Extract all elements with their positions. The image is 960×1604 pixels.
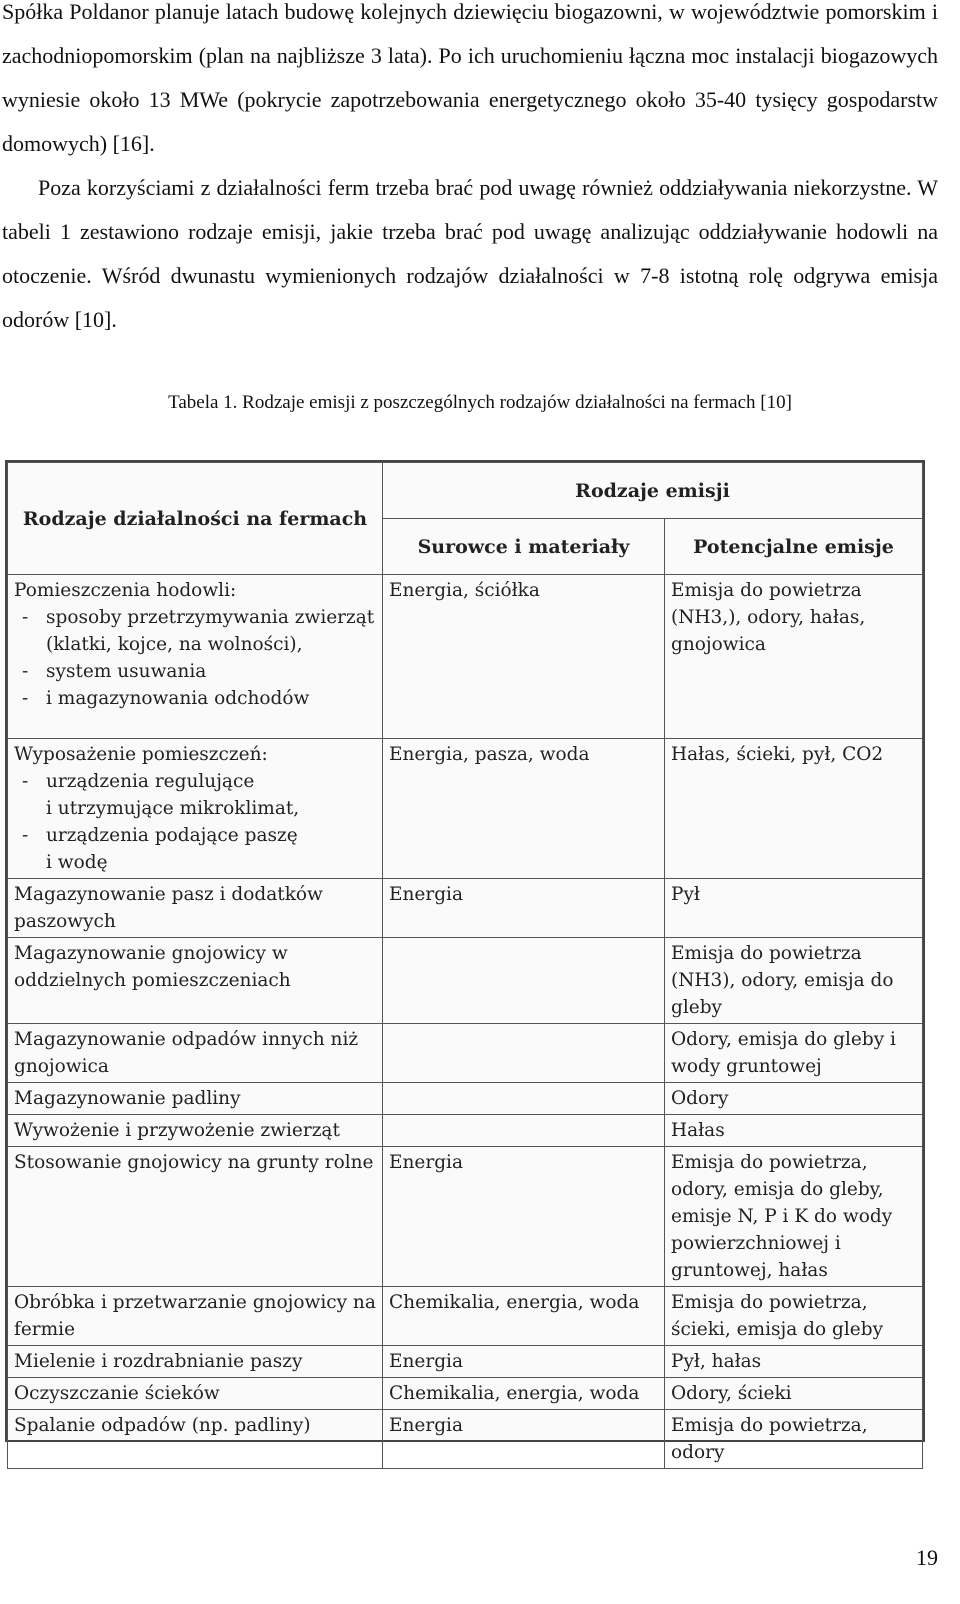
activity-bullet: - sposoby przetrzymywania zwierząt (klatki, kojce, na wolności), <box>14 604 376 658</box>
activity-cell: Wywożenie i przywożenie zwierząt <box>8 1115 383 1147</box>
table-row <box>8 1378 923 1410</box>
materials-cell: Energia, pasza, woda <box>383 739 665 879</box>
emissions-cell: Emisja do powietrza, odory, emisja do gleby, emisje N, P i K do wody powierzchniowej i gruntowej, hałas <box>665 1147 923 1287</box>
activity-bullet: - urządzenia regulujące <box>14 768 376 795</box>
header-emissions: Rodzaje emisji <box>383 463 923 519</box>
activity-bullet-continuation: i wodę <box>46 852 108 873</box>
table-row <box>8 1287 923 1346</box>
activity-cell: Magazynowanie odpadów innych niż gnojowica <box>8 1024 383 1083</box>
table-row <box>8 1083 923 1115</box>
header-potential-emissions: Potencjalne emisje <box>665 519 923 575</box>
activity-cell: Spalanie odpadów (np. padliny) <box>8 1410 383 1469</box>
table-row <box>8 1410 923 1469</box>
activity-cell: Mielenie i rozdrabnianie paszy <box>8 1346 383 1378</box>
table-row <box>8 1346 923 1378</box>
emissions-cell: Hałas, ścieki, pył, CO2 <box>665 739 923 879</box>
table-caption: Tabela 1. Rodzaje emisji z poszczególnych rodzajów działalności na fermach [10] <box>168 392 792 413</box>
activity-cell: Magazynowanie gnojowicy w oddzielnych pomieszczeniach <box>8 938 383 1024</box>
table-row <box>8 938 923 1024</box>
materials-cell: Energia <box>383 1147 665 1287</box>
emissions-cell: Pył, hałas <box>665 1346 923 1378</box>
activity-cell: Magazynowanie pasz i dodatków paszowych <box>8 879 383 938</box>
table-row <box>8 739 923 879</box>
emissions-cell: Pył <box>665 879 923 938</box>
emissions-cell: Odory <box>665 1083 923 1115</box>
activity-cell: Obróbka i przetwarzanie gnojowicy na fermie <box>8 1287 383 1346</box>
materials-cell: Energia <box>383 1410 665 1469</box>
activity-cell <box>8 575 383 739</box>
activity-bullet: - urządzenia podające paszę <box>14 822 376 849</box>
materials-cell <box>383 938 665 1024</box>
activity-cell <box>8 739 383 879</box>
table-row <box>8 1115 923 1147</box>
materials-cell: Chemikalia, energia, woda <box>383 1378 665 1410</box>
materials-cell: Energia <box>383 1346 665 1378</box>
materials-cell: Chemikalia, energia, woda <box>383 1287 665 1346</box>
header-materials: Surowce i materiały <box>383 519 665 575</box>
materials-cell <box>383 1115 665 1147</box>
emissions-table <box>5 460 925 1463</box>
activity-cell: Stosowanie gnojowicy na grunty rolne <box>8 1147 383 1287</box>
activity-bullet-continuation: i utrzymujące mikroklimat, <box>46 798 300 819</box>
activity-title: Wyposażenie pomieszczeń: <box>14 744 268 765</box>
page-number: 19 <box>916 1545 938 1570</box>
activity-bullet-continuation: - i magazynowania odchodów <box>14 685 376 712</box>
paragraph-1: Spółka Poldanor planuje latach budowę kolejnych dziewięciu biogazowni, w województwie pomorskim i zachodniopomorskim (plan na najbliższe 3 lata). Po ich uruchomieniu łączna moc instalacji biogazowych wyniesie około 13 MWe (pokrycie zapotrzebowania energetycznego około 35-40 tysięcy gospodarstw domowych) [16]. <box>2 0 938 156</box>
emissions-cell: Emisja do powietrza (NH3), odory, emisja do gleby <box>665 938 923 1024</box>
emissions-cell: Emisja do powietrza, ścieki, emisja do gleby <box>665 1287 923 1346</box>
table-row <box>8 1024 923 1083</box>
header-activities: Rodzaje działalności na fermach <box>8 463 383 575</box>
emissions-cell: Emisja do powietrza (NH3,), odory, hałas, gnojowica <box>665 575 923 739</box>
emissions-cell: Odory, ścieki <box>665 1378 923 1410</box>
table-row <box>8 1147 923 1287</box>
emissions-cell: Hałas <box>665 1115 923 1147</box>
emissions-cell: Odory, emisja do gleby i wody gruntowej <box>665 1024 923 1083</box>
materials-cell <box>383 1024 665 1083</box>
materials-cell: Energia, ściółka <box>383 575 665 739</box>
activity-cell: Oczyszczanie ścieków <box>8 1378 383 1410</box>
activity-cell: Magazynowanie padliny <box>8 1083 383 1115</box>
activity-title: Pomieszczenia hodowli: <box>14 580 237 601</box>
materials-cell: Energia <box>383 879 665 938</box>
materials-cell <box>383 1083 665 1115</box>
emissions-cell: Emisja do powietrza, odory <box>665 1410 923 1469</box>
paragraph-2: Poza korzyściami z działalności ferm trzeba brać pod uwagę również oddziaływania niekorzystne. W tabeli 1 zestawiono rodzaje emisji, jakie trzeba brać pod uwagę analizując oddziaływanie hodowli na otoczenie. Wśród dwunastu wymienionych rodzajów działalności w 7-8 istotną rolę odgrywa emisja odorów [10]. <box>2 175 938 332</box>
table-row <box>8 879 923 938</box>
activity-bullet: - system usuwania <box>14 658 376 685</box>
table-row <box>8 575 923 739</box>
